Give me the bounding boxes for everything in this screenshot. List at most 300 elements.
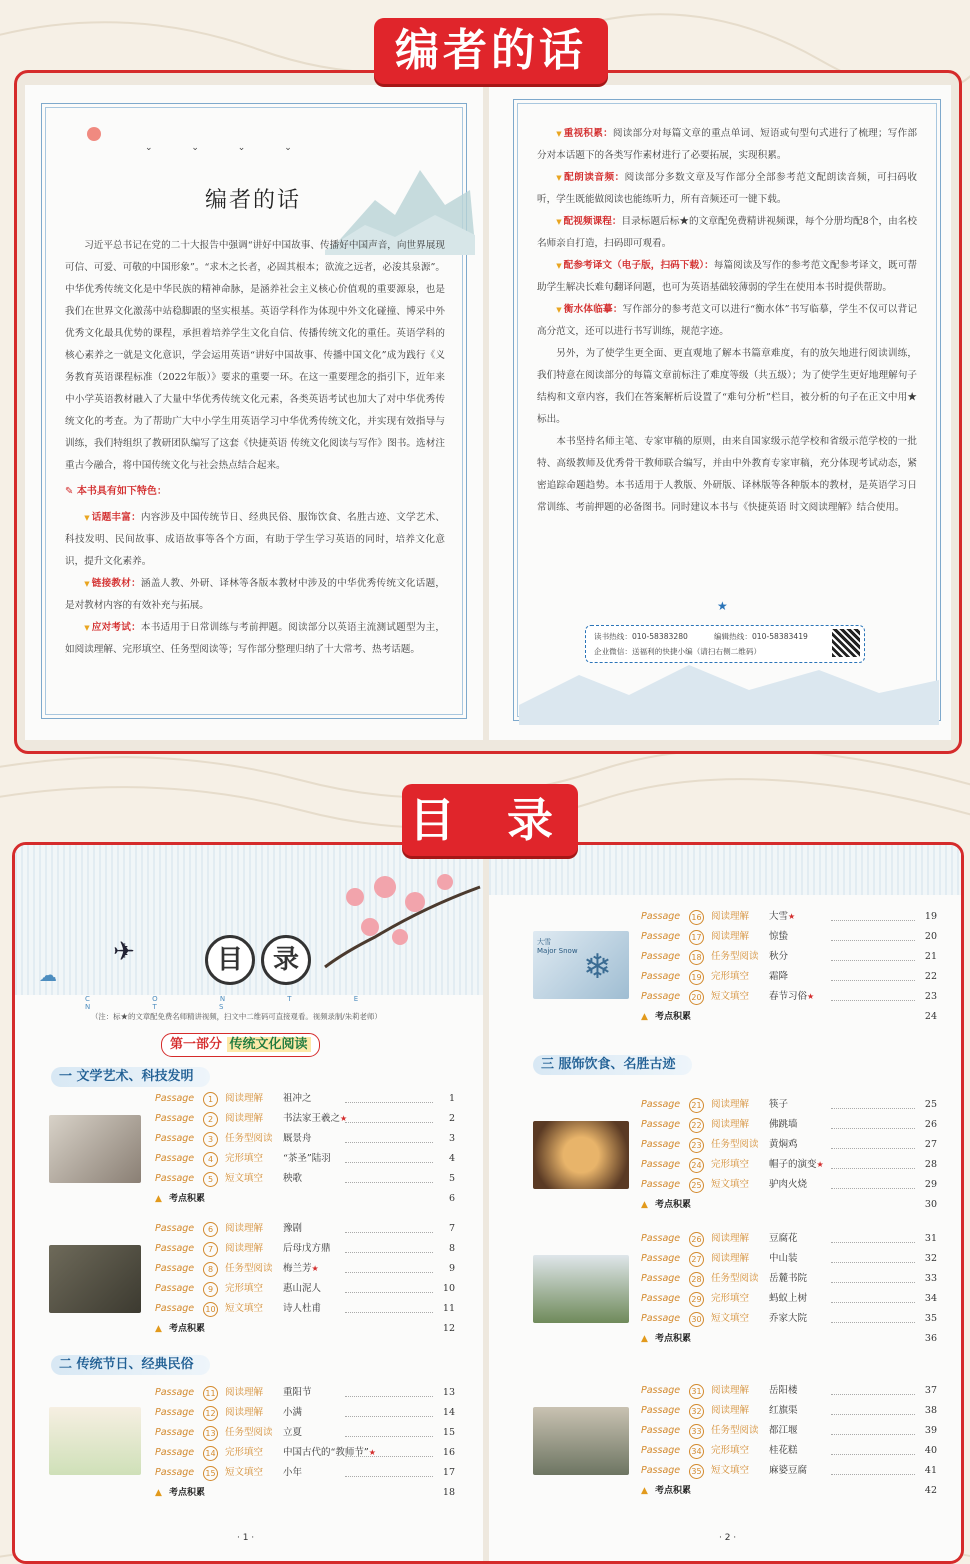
- passage-title: 惠山泥人: [283, 1283, 322, 1294]
- video-star-icon: ★: [340, 1114, 348, 1123]
- leader-dots: [345, 1292, 433, 1293]
- toc-entry[interactable]: [155, 1239, 455, 1259]
- page-ref: 26: [924, 1119, 937, 1130]
- passage-type: 短文填空: [225, 1173, 264, 1184]
- page-ref: 19: [924, 911, 937, 922]
- leader-dots: [345, 1396, 433, 1397]
- passage-label: Passage: [155, 1407, 195, 1418]
- page-ref: 33: [924, 1273, 937, 1284]
- toc-entry[interactable]: [641, 1461, 937, 1481]
- feature-item: ▼ 配视频课程：目录标题后标★的文章配免费精讲视频课，每个分册均配8个，由名校名师亲自打造，扫码即可观看。: [537, 211, 917, 255]
- page-number: · 1 ·: [237, 1533, 255, 1543]
- passage-type: 完形填空: [225, 1283, 264, 1294]
- passage-label: Passage: [155, 1173, 195, 1184]
- summary-label: 考点积累: [169, 1194, 206, 1204]
- passage-type: 短文填空: [711, 1465, 750, 1476]
- preface-ribbon: 编者的话: [374, 18, 608, 84]
- passage-title: 祖冲之: [283, 1093, 312, 1104]
- toc-title-char-2: 录: [261, 935, 311, 985]
- leader-dots: [831, 1414, 915, 1415]
- passage-label: Passage: [641, 951, 681, 962]
- passage-label: Passage: [155, 1427, 195, 1438]
- toc-note: （注：标★的文章配免费名师精讲视频，扫文中二维码可直接观看。视频录制/朱莉老师）: [91, 1012, 382, 1021]
- thumb-bronze-ding: [49, 1245, 141, 1313]
- preface-body-left: [65, 235, 445, 661]
- passage-title: 诗人杜甫: [283, 1303, 322, 1314]
- page-ref: 41: [924, 1465, 937, 1476]
- page-ref: 35: [924, 1313, 937, 1324]
- leader-dots: [831, 1148, 915, 1149]
- toc-entry[interactable]: [155, 1443, 455, 1463]
- leader-dots: [345, 1232, 433, 1233]
- summary-entry[interactable]: [641, 1329, 937, 1349]
- leader-dots: [345, 1436, 433, 1437]
- feature-item: ▼ 衡水体临摹：写作部分的参考范文可以进行“衡水体”书写临摹，学生不仅可以背记高分范文，还可以进行书写训练，规范字迹。: [537, 299, 917, 343]
- page-ref: 36: [924, 1333, 937, 1344]
- passage-number: 14: [203, 1446, 218, 1461]
- passage-type: 完形填空: [711, 971, 750, 982]
- passage-label: Passage: [155, 1093, 195, 1104]
- passage-label: Passage: [641, 1179, 681, 1190]
- passage-title: 岳麓书院: [769, 1273, 808, 1284]
- passage-number: 19: [689, 970, 704, 985]
- page-ref: 18: [442, 1487, 455, 1498]
- passage-type: 短文填空: [225, 1467, 264, 1478]
- toc-entry[interactable]: [641, 947, 937, 967]
- passage-label: Passage: [641, 1253, 681, 1264]
- thumb-chongyang: [49, 1407, 141, 1475]
- leader-dots: [345, 1312, 433, 1313]
- page-ref: 8: [448, 1243, 455, 1254]
- summary-entry[interactable]: [641, 1195, 937, 1215]
- feature-item: ▼ 应对考试：本书适用于日常训练与考前押题。阅读部分以英语主流测试题型为主，如阅读理解、完形填空、任务型阅读等；写作部分整理归纳了十大常考、热考话题。: [65, 617, 445, 661]
- page-ref: 2: [448, 1113, 455, 1124]
- passage-type: 阅读理解: [225, 1387, 264, 1398]
- passage-title: 佛跳墙: [769, 1119, 798, 1130]
- thumb-caption: 大雪: [537, 938, 551, 946]
- toc-entry[interactable]: [155, 1463, 455, 1483]
- passage-title: 桂花糕: [769, 1445, 798, 1456]
- preface-paragraph: 本书坚持名师主笔、专家审稿的原则，由来自国家级示范学校和省级示范学校的一批特、高级教师及优秀骨干教师联合编写，并由中外教育专家审稿，充分体现考试动态，紧密追踪命题趋势。本书适用于人教版、外研版、译林版等各种版本的教材，是英语学习日常训练、考前押题的必备图书。同时建议本书与《快捷英语 时文阅读理解》结合使用。: [537, 436, 917, 513]
- passage-number: 10: [203, 1302, 218, 1317]
- passage-number: 24: [689, 1158, 704, 1173]
- passage-number: 9: [203, 1282, 218, 1297]
- passage-label: Passage: [155, 1243, 195, 1254]
- preface-paragraph: 另外，为了使学生更全面、更直观地了解本书篇章难度，有的放矢地进行阅读训练，我们特意在阅读部分的每篇文章前标注了难度等级（共五级）；为了使学生更好地理解句子结构和文章内容，我们在答案解析后设置了“难句分析”栏目，被分析的句子在正文中用★标出。: [537, 348, 917, 425]
- passage-title: 帽子的演变★: [769, 1159, 824, 1170]
- passage-label: Passage: [641, 971, 681, 982]
- toc-entry[interactable]: [641, 967, 937, 987]
- summary-entry[interactable]: [155, 1319, 455, 1339]
- passage-type: 阅读理解: [711, 1253, 750, 1264]
- preface-left-page: [25, 85, 483, 740]
- passage-type: 阅读理解: [711, 931, 750, 942]
- passage-type: 任务型阅读: [225, 1133, 273, 1144]
- page-ref: 13: [442, 1387, 455, 1398]
- passage-type: 阅读理解: [225, 1407, 264, 1418]
- video-star-icon: ★: [788, 912, 796, 921]
- passage-label: Passage: [641, 1273, 681, 1284]
- thumb-canal: [533, 1407, 629, 1475]
- passage-type: 短文填空: [711, 991, 750, 1002]
- leader-dots: [831, 1000, 915, 1001]
- feature-item: ▼ 链接教材：涵盖人教、外研、译林等各版本教材中涉及的中华优秀传统文化话题，是对教材内容的有效补充与拓展。: [65, 573, 445, 617]
- preface-right-page: [489, 85, 951, 740]
- passage-label: Passage: [155, 1113, 195, 1124]
- passage-number: 6: [203, 1222, 218, 1237]
- passage-number: 12: [203, 1406, 218, 1421]
- passage-type: 阅读理解: [225, 1093, 264, 1104]
- passage-label: Passage: [155, 1283, 195, 1294]
- toc-entry[interactable]: [641, 1421, 937, 1441]
- feature-item: ▼ 重视积累：阅读部分对每篇文章的重点单词、短语或句型句式进行了梳理；写作部分对本话题下的各类写作素材进行了必要拓展，实现积累。: [537, 123, 917, 167]
- page-ref: 31: [924, 1233, 937, 1244]
- leader-dots: [831, 1188, 915, 1189]
- sun-icon: [87, 127, 101, 141]
- passage-label: Passage: [641, 1425, 681, 1436]
- passage-type: 完形填空: [711, 1445, 750, 1456]
- passage-number: 13: [203, 1426, 218, 1441]
- passage-label: Passage: [641, 1465, 681, 1476]
- passage-title: 小满: [283, 1407, 303, 1418]
- toc-entry[interactable]: [641, 1229, 937, 1249]
- summary-entry[interactable]: [641, 1007, 937, 1027]
- passage-title: 惊蛰: [769, 931, 789, 942]
- video-star-icon: ★: [816, 1160, 824, 1169]
- passage-type: 阅读理解: [711, 1099, 750, 1110]
- feature-item: ▼ 配朗读音频：阅读部分多数文章及写作部分全部参考范文配朗读音频，可扫码收听，学生既能做阅读也能练听力，所有音频还可一键下载。: [537, 167, 917, 211]
- passage-number: 18: [689, 950, 704, 965]
- page-ref: 38: [924, 1405, 937, 1416]
- blossom-branch-illustration: [315, 857, 483, 977]
- passage-number: 27: [689, 1252, 704, 1267]
- passage-number: 32: [689, 1404, 704, 1419]
- toc-entry[interactable]: [155, 1259, 455, 1279]
- part-banner: 第一部分 传统文化阅读: [161, 1033, 320, 1057]
- leader-dots: [831, 1282, 915, 1283]
- video-star-icon: ★: [368, 1448, 376, 1457]
- leader-dots: [831, 1302, 915, 1303]
- leader-dots: [831, 1434, 915, 1435]
- passage-title: 重阳节: [283, 1387, 312, 1398]
- feature-item: ▼ 话题丰富：内容涉及中国传统节日、经典民俗、服饰饮食、名胜古迹、文学艺术、科技发明、民间故事、成语故事等各个方面，有助于学生学习英语的同时，培养文化意识，提升文化素养。: [65, 507, 445, 573]
- star-decoration: ★: [717, 599, 728, 613]
- page-ref: 17: [442, 1467, 455, 1478]
- passage-label: Passage: [641, 1313, 681, 1324]
- leader-dots: [831, 1128, 915, 1129]
- passage-label: Passage: [641, 1293, 681, 1304]
- page-ref: 39: [924, 1425, 937, 1436]
- passage-type: 任务型阅读: [711, 951, 759, 962]
- toc-entry[interactable]: [641, 1269, 937, 1289]
- mountain-illustration: [519, 645, 939, 725]
- summary-icon: ▲: [641, 1012, 648, 1022]
- passage-number: 5: [203, 1172, 218, 1187]
- passage-title: 岳阳楼: [769, 1385, 798, 1396]
- page-ref: 27: [924, 1139, 937, 1150]
- toc-entry[interactable]: [155, 1279, 455, 1299]
- passage-label: Passage: [155, 1263, 195, 1274]
- passage-number: 16: [689, 910, 704, 925]
- passage-title: 厩景舟: [283, 1133, 312, 1144]
- passage-type: 任务型阅读: [225, 1427, 273, 1438]
- cloud-icon: ☁: [39, 965, 57, 986]
- toc-entry[interactable]: [641, 1309, 937, 1329]
- summary-icon: ▲: [641, 1334, 648, 1344]
- summary-label: 考点积累: [655, 1486, 692, 1496]
- section-heading: 三 服饰饮食、名胜古迹: [533, 1055, 692, 1075]
- passage-number: 26: [689, 1232, 704, 1247]
- passage-type: 阅读理解: [225, 1223, 264, 1234]
- section-heading: 二 传统节日、经典民俗: [51, 1355, 210, 1375]
- video-star-icon: ★: [807, 992, 815, 1001]
- toc-entry[interactable]: [155, 1219, 455, 1239]
- passage-label: Passage: [641, 1233, 681, 1244]
- preface-body-right: [537, 123, 917, 519]
- passage-title: 立夏: [283, 1427, 303, 1438]
- passage-title: 秋分: [769, 951, 789, 962]
- passage-number: 1: [203, 1092, 218, 1107]
- page-ref: 37: [924, 1385, 937, 1396]
- page-ref: 22: [924, 971, 937, 982]
- page-ref: 5: [448, 1173, 455, 1184]
- passage-number: 2: [203, 1112, 218, 1127]
- leader-dots: [831, 1108, 915, 1109]
- passage-type: 阅读理解: [711, 1405, 750, 1416]
- passage-number: 21: [689, 1098, 704, 1113]
- toc-entry[interactable]: [641, 1441, 937, 1461]
- preface-paragraph: 习近平总书记在党的二十大报告中强调“讲好中国故事、传播好中国声音，向世界展现可信、可爱、可敬的中国形象”。“求木之长者，必固其根本；欲流之远者，必浚其泉源”。中华优秀传统文化是中华民族的精神命脉，是涵养社会主义核心价值观的重要源泉，也是我们在世界文化激荡中站稳脚跟的坚实根基。英语学科作为体现中外文化碰撞、博采中外优秀文化最具优势的课程，承担着培养学生文化自信、传播传统文化的重任。英语学科的核心素养之一就是文化意识，学会运用英语“讲好中国故事、传播中国文化”成为践行《义务教育英语课程标准（2022年版）》要求的重要一环。在这一重要理念的指引下，近年来中小学英语教材融入了大量中华优秀传统文化元素，各类英语考试也加大了对中华优秀传统文化的考查。为了帮助广大中小学生用英语学习中华优秀传统文化，并实现有效指导与训练，我们特组织了教研团队编写了这套《快捷英语 传统文化阅读与写作》图书。选材注重古今融合，将中国传统文化与社会热点结合起来。: [65, 240, 445, 471]
- toc-entry[interactable]: [155, 1149, 455, 1169]
- leader-dots: [345, 1182, 433, 1183]
- toc-entry[interactable]: [155, 1089, 455, 1109]
- passage-type: 短文填空: [711, 1313, 750, 1324]
- passage-type: 完形填空: [711, 1293, 750, 1304]
- passage-number: 15: [203, 1466, 218, 1481]
- leader-dots: [831, 920, 915, 921]
- passage-label: Passage: [641, 1099, 681, 1110]
- passage-title: 豫剧: [283, 1223, 303, 1234]
- passage-type: 短文填空: [225, 1303, 264, 1314]
- page-ref: 24: [924, 1011, 937, 1022]
- editor-hotline: 编辑热线：010-58383419: [714, 632, 808, 641]
- passage-label: Passage: [641, 911, 681, 922]
- page-number: · 2 ·: [719, 1533, 737, 1543]
- passage-label: Passage: [155, 1447, 195, 1458]
- passage-label: Passage: [641, 1445, 681, 1456]
- page-ref: 9: [448, 1263, 455, 1274]
- passage-title: 豆腐花: [769, 1233, 798, 1244]
- passage-number: 31: [689, 1384, 704, 1399]
- page-ref: 10: [442, 1283, 455, 1294]
- thumb-portrait: [49, 1115, 141, 1183]
- passage-number: 30: [689, 1312, 704, 1327]
- toc-entry[interactable]: [641, 987, 937, 1007]
- passage-number: 34: [689, 1444, 704, 1459]
- toc-entry[interactable]: [155, 1423, 455, 1443]
- summary-icon: ▲: [155, 1324, 162, 1334]
- page-ref: 23: [924, 991, 937, 1002]
- summary-label: 考点积累: [655, 1200, 692, 1210]
- passage-title: 黄焖鸡: [769, 1139, 798, 1150]
- leader-dots: [831, 1262, 915, 1263]
- summary-label: 考点积累: [169, 1488, 206, 1498]
- summary-entry[interactable]: [641, 1481, 937, 1501]
- summary-label: 考点积累: [655, 1012, 692, 1022]
- passage-number: 17: [689, 930, 704, 945]
- toc-entry[interactable]: [155, 1109, 455, 1129]
- leader-dots: [831, 1454, 915, 1455]
- passage-type: 短文填空: [711, 1179, 750, 1190]
- toc-right-page: [489, 845, 961, 1561]
- passage-label: Passage: [155, 1223, 195, 1234]
- toc-entry[interactable]: [641, 1155, 937, 1175]
- snowflake-icon: ❄: [583, 947, 612, 987]
- toc-entry[interactable]: [641, 1289, 937, 1309]
- thumb-caption-en: Major Snow: [537, 947, 578, 955]
- contents-spread: [12, 842, 964, 1564]
- leader-dots: [831, 1394, 915, 1395]
- page-ref: 11: [442, 1303, 455, 1314]
- passage-title: 后母戊方鼎: [283, 1243, 331, 1254]
- summary-entry[interactable]: [155, 1189, 455, 1209]
- passage-type: 任务型阅读: [711, 1273, 759, 1284]
- passage-label: Passage: [641, 1119, 681, 1130]
- leader-dots: [345, 1252, 433, 1253]
- page-ref: 28: [924, 1159, 937, 1170]
- passage-type: 阅读理解: [711, 1385, 750, 1396]
- passage-title: 中山装: [769, 1253, 798, 1264]
- leader-dots: [345, 1272, 433, 1273]
- passage-label: Passage: [641, 1139, 681, 1150]
- passage-type: 任务型阅读: [711, 1425, 759, 1436]
- passage-title: 乔家大院: [769, 1313, 808, 1324]
- page-ref: 20: [924, 931, 937, 942]
- page-ref: 14: [442, 1407, 455, 1418]
- toc-entry[interactable]: [641, 1249, 937, 1269]
- passage-number: 22: [689, 1118, 704, 1133]
- page-ref: 12: [442, 1323, 455, 1334]
- leader-dots: [345, 1416, 433, 1417]
- passage-number: 25: [689, 1178, 704, 1193]
- passage-type: 任务型阅读: [225, 1263, 273, 1274]
- passage-number: 28: [689, 1272, 704, 1287]
- swallow-icon: ✈: [113, 937, 135, 967]
- passage-number: 3: [203, 1132, 218, 1147]
- contents-label: C O N T E N T S: [85, 995, 389, 1011]
- page-ref: 15: [442, 1427, 455, 1438]
- summary-entry[interactable]: [155, 1483, 455, 1503]
- passage-type: 完形填空: [225, 1153, 264, 1164]
- section-heading: 一 文学艺术、科技发明: [51, 1067, 210, 1087]
- wechat-contact: 企业微信：送福利的快捷小编（请扫右侧二维码）: [594, 647, 762, 656]
- toc-entry[interactable]: [641, 1095, 937, 1115]
- passage-label: Passage: [155, 1467, 195, 1478]
- passage-type: 完形填空: [711, 1159, 750, 1170]
- leader-dots: [831, 1474, 915, 1475]
- leader-dots: [831, 940, 915, 941]
- leader-dots: [345, 1102, 433, 1103]
- page-ref: 1: [448, 1093, 455, 1104]
- passage-title: 麻婆豆腐: [769, 1465, 808, 1476]
- passage-number: 23: [689, 1138, 704, 1153]
- preface-spread: [14, 70, 962, 754]
- summary-icon: ▲: [641, 1200, 648, 1210]
- contents-ribbon: 目 录: [402, 784, 578, 856]
- passage-type: 阅读理解: [711, 1119, 750, 1130]
- passage-label: Passage: [641, 1385, 681, 1396]
- toc-entry[interactable]: [155, 1403, 455, 1423]
- passage-title: 春节习俗★: [769, 991, 815, 1002]
- passage-label: Passage: [641, 931, 681, 942]
- page-ref: 29: [924, 1179, 937, 1190]
- toc-entry[interactable]: [641, 1401, 937, 1421]
- toc-entry[interactable]: [641, 1135, 937, 1155]
- toc-left-page: [15, 845, 483, 1561]
- passage-title: 霜降: [769, 971, 789, 982]
- thumb-major-snow: [533, 931, 629, 999]
- birds-icon: ⌄ ⌄ ⌄ ⌄: [145, 143, 310, 153]
- page-ref: 34: [924, 1293, 937, 1304]
- summary-icon: ▲: [155, 1488, 162, 1498]
- video-star-icon: ★: [311, 1264, 319, 1273]
- passage-type: 阅读理解: [225, 1113, 264, 1124]
- passage-type: 阅读理解: [225, 1243, 264, 1254]
- feature-item: ▼ 配参考译文（电子版，扫码下载）：每篇阅读及写作的参考范文配参考译文，既可帮助学生解决长难句翻译问题，也可为英语基础较薄弱的学生在使用本书时提供帮助。: [537, 255, 917, 299]
- passage-label: Passage: [155, 1133, 195, 1144]
- page-ref: 16: [442, 1447, 455, 1458]
- passage-label: Passage: [155, 1303, 195, 1314]
- toc-entry[interactable]: [641, 1115, 937, 1135]
- preface-title: 编者的话: [205, 188, 302, 213]
- leader-dots: [831, 1168, 915, 1169]
- passage-title: “茶圣”陆羽: [283, 1153, 331, 1164]
- passage-number: 33: [689, 1424, 704, 1439]
- passage-number: 20: [689, 990, 704, 1005]
- passage-number: 7: [203, 1242, 218, 1257]
- toc-entry[interactable]: [641, 907, 937, 927]
- leader-dots: [831, 980, 915, 981]
- page-ref: 40: [924, 1445, 937, 1456]
- passage-number: 8: [203, 1262, 218, 1277]
- leader-dots: [345, 1122, 433, 1123]
- passage-type: 阅读理解: [711, 911, 750, 922]
- page-ref: 32: [924, 1253, 937, 1264]
- toc-entry[interactable]: [641, 1381, 937, 1401]
- thumb-academy: [533, 1255, 629, 1323]
- passage-title: 书法家王羲之★: [283, 1113, 348, 1124]
- page-ref: 6: [448, 1193, 455, 1204]
- summary-label: 考点积累: [655, 1334, 692, 1344]
- passage-title: 大雪★: [769, 911, 796, 922]
- passage-title: 红旗渠: [769, 1405, 798, 1416]
- toc-entry[interactable]: [155, 1383, 455, 1403]
- toc-entry[interactable]: [155, 1169, 455, 1189]
- leader-dots: [345, 1456, 433, 1457]
- page-ref: 4: [448, 1153, 455, 1164]
- passage-label: Passage: [641, 1159, 681, 1170]
- passage-number: 4: [203, 1152, 218, 1167]
- toc-entry[interactable]: [641, 1175, 937, 1195]
- toc-entry[interactable]: [641, 927, 937, 947]
- passage-title: 都江堰: [769, 1425, 798, 1436]
- passage-type: 任务型阅读: [711, 1139, 759, 1150]
- leader-dots: [345, 1142, 433, 1143]
- toc-entry[interactable]: [155, 1129, 455, 1149]
- toc-entry[interactable]: [155, 1299, 455, 1319]
- summary-icon: ▲: [155, 1194, 162, 1204]
- features-heading: ✎ 本书具有如下特色：: [65, 486, 167, 497]
